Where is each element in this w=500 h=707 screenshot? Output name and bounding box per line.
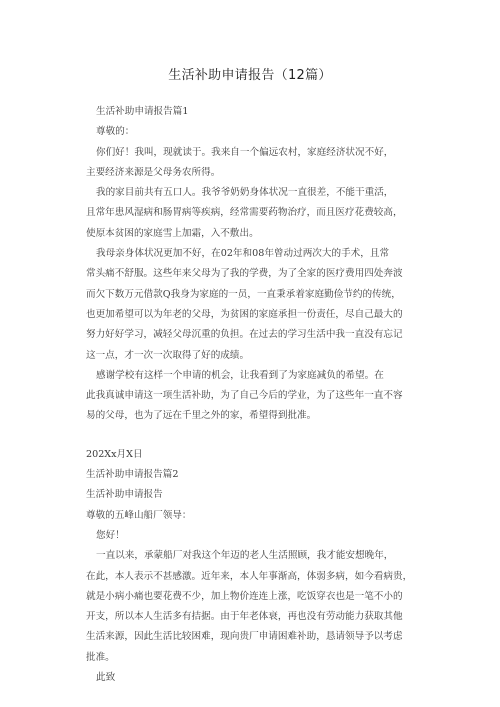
section-gap [86, 427, 416, 445]
paragraph-line: 而欠下数万元借款Q我身为家庭的一员，一直秉承着家庭勤俭节约的传统， [86, 288, 401, 300]
letter2-heading: 生活补助申请报告篇2 [86, 469, 179, 481]
paragraph-line: 我的家目前共有五口人。我爷爷奶奶身体状况一直很差，不能干重活， [96, 187, 394, 199]
letter2-subheading: 生活补助申请报告 [86, 489, 163, 501]
letter1-date: 202Xx月X日 [86, 448, 143, 460]
paragraph-line: 常头痛不舒服。这些年来父母为了我的学费，为了全家的医疗费用四处奔波 [86, 268, 403, 280]
paragraph-line: 此我真诚申请这一项生活补助，为了自己今后的学业，为了这些年一直不容 [86, 390, 403, 402]
letter2-addressee: 尊敬的五峰山船厂领导： [86, 509, 192, 521]
paragraph-line: 批准。 [86, 651, 115, 663]
paragraph-line: 易的父母，也为了远在千里之外的家，希望得到批准。 [86, 410, 317, 422]
paragraph-line: 就是小病小痛也要花费不少，加上物价连连上涨，吃饭穿衣也是一笔不小的 [86, 590, 403, 602]
paragraph-line: 且常年患风湿病和肠胃病等疾病，经常需要药物治疗，而且医疗花费较高， [86, 207, 403, 219]
paragraph-line: 你们好！我叫，现就读于。我来自一个偏远农村，家庭经济状况不好， [96, 146, 394, 158]
paragraph-line: 开支，所以本人生活多有拮据。由于年老体衰，再也没有劳动能力获取其他 [86, 611, 403, 623]
paragraph-line: 在此，本人表示不甚感激。近年来，本人年事渐高，体弱多病，如今看病贵， [86, 570, 413, 582]
paragraph-line: 也更加希望可以为年老的父母，为贫困的家庭承担一份责任，尽自己最大的 [86, 308, 403, 320]
letter1-greeting: 尊敬的： [96, 126, 135, 138]
paragraph-line: 一直以来，承蒙船厂对我这个年迈的老人生活照顾，我才能安想晚年， [96, 550, 394, 562]
paragraph-line: 生活来源，因此生活比较困难，现向贵厂申请困难补助，恳请领导予以考虑 [86, 631, 403, 643]
paragraph-line: 感谢学校有这样一个申请的机会，让我看到了为家庭减负的希望。在 [96, 369, 384, 381]
paragraph-line: 努力好好学习，减轻父母沉重的负担。在过去的学习生活中我一直没有忘记 [86, 329, 403, 341]
paragraph-line: 这一点，才一次一次取得了好的成绩。 [86, 349, 250, 361]
paragraph-line: 主要经济来源是父母务农所得。 [86, 166, 221, 178]
document-title: 生活补助申请报告（12篇） [168, 68, 332, 83]
paragraph-line: 我母亲身体状况更加不好，在02年和08年曾动过两次大的手术，且常 [96, 248, 390, 260]
document-body [86, 102, 416, 688]
letter2-greeting: 您好！ [96, 529, 125, 541]
letter2-closing: 此致 [96, 672, 116, 684]
paragraph-line: 使原本贫困的家庭雪上加霜，入不敷出。 [86, 227, 259, 239]
letter1-heading: 生活补助申请报告篇1 [96, 106, 189, 117]
